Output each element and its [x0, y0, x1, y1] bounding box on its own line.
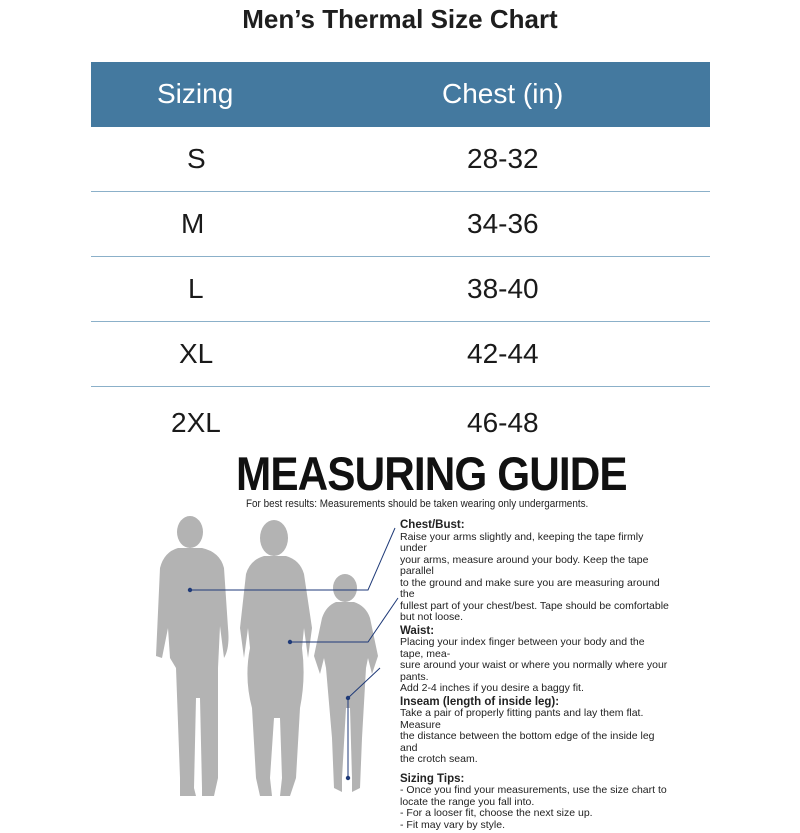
inseam-note-text: Take a pair of properly fitting pants and lay them flat. Measure the distance between the bottom edge of the inside leg and the crotch seam.	[400, 707, 655, 765]
table-row: XL 42-44	[91, 322, 710, 387]
table-row: 2XL 46-48	[171, 407, 539, 438]
chest-cell: 38-40	[467, 273, 539, 304]
chest-note-title: Chest/Bust:	[400, 519, 465, 531]
sizing-tips-title: Sizing Tips:	[400, 772, 465, 785]
family-silhouette-illustration	[140, 508, 400, 800]
waist-note-text: Placing your index finger between your body and the tape, mea- sure around your waist or where you normally where your pants. Add 2-4 inches if you desire a baggy fit.	[400, 636, 668, 694]
measuring-guide-subtitle: For best results: Measurements should be taken wearing only undergarments.	[246, 498, 589, 510]
chest-cell: 42-44	[467, 338, 539, 369]
table-row: L 38-40	[91, 257, 710, 322]
header-sizing: Sizing	[157, 78, 234, 109]
inseam-note	[400, 697, 670, 766]
measuring-guide-title: MEASURING GUIDE	[236, 447, 627, 500]
sizing-tips-text: - Once you find your measurements, use the size chart to locate the range you fall into. - For a looser fit, choose the next size up. - Fit may vary by style.	[400, 784, 667, 831]
inseam-note-title: Inseam (length of inside leg):	[400, 695, 560, 708]
chest-cell: 46-48	[467, 407, 539, 438]
waist-note-title: Waist:	[400, 624, 435, 637]
table-row: M 34-36	[91, 192, 710, 257]
size-table-header	[91, 62, 710, 127]
chest-cell: 28-32	[467, 143, 539, 174]
sizing-tips-note	[400, 774, 670, 832]
chest-note	[400, 520, 670, 624]
table-row: S 28-32	[91, 127, 710, 192]
chest-note-text: Raise your arms slightly and, keeping the tape firmly under your arms, measure around your body. Keep the tape parallel to the ground and make sure you are measuring around the fullest part of your chest/best. Tape should be comfortable but not loose.	[400, 530, 669, 623]
header-chest: Chest (in)	[442, 78, 564, 109]
waist-note	[400, 626, 670, 695]
chest-cell: 34-36	[467, 208, 539, 239]
measuring-notes	[400, 520, 670, 833]
page-title: Men’s Thermal Size Chart	[242, 4, 558, 34]
